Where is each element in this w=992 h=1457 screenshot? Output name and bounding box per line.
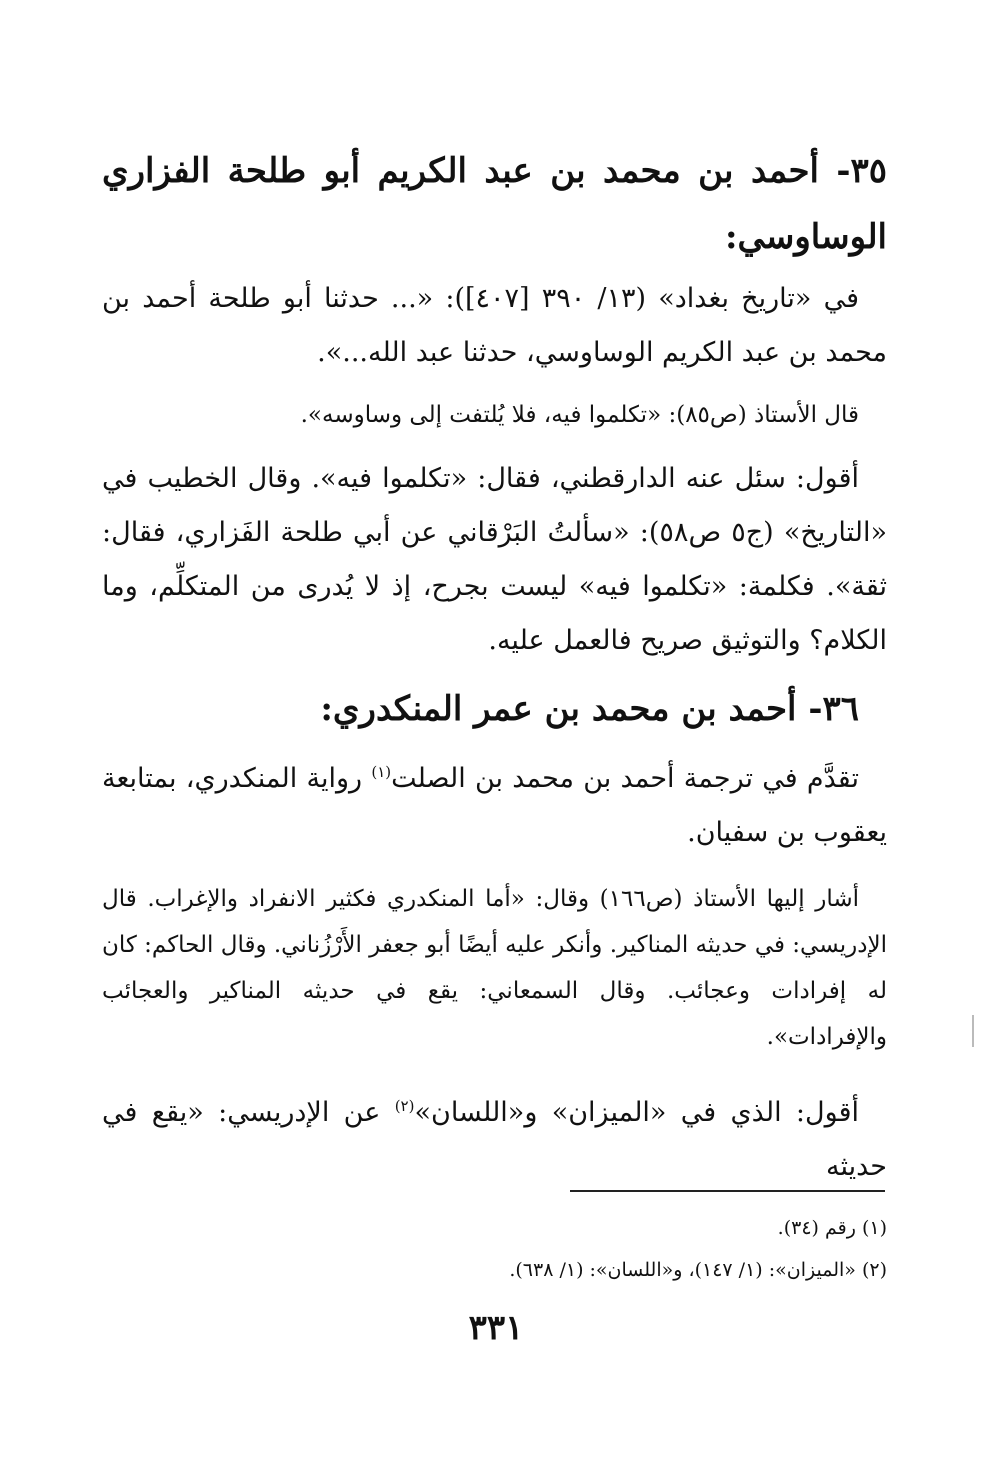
entry-36-paragraph-2 bbox=[102, 1086, 887, 1194]
footnote-1: (١) رقم (٣٤). bbox=[777, 1217, 887, 1239]
footnotes bbox=[102, 1207, 887, 1291]
entry-36-paragraph-1 bbox=[102, 752, 887, 860]
footnote-ref-1[interactable]: (١) bbox=[371, 763, 392, 781]
entry-35-heading: ٣٥- أحمد بن محمد بن عبد الكريم أبو طلحة الفزاري الوساوسي: bbox=[102, 151, 887, 257]
entry-36-paragraph-1-text: تقدَّم في ترجمة أحمد بن محمد بن الصلت bbox=[391, 763, 859, 794]
page-number: ٣٣١ bbox=[468, 1308, 524, 1348]
entry-36-paragraph-2-rest: عن الإدريسي: «يقع في حديثه bbox=[102, 1097, 887, 1182]
footnote-2: (٢) «الميزان»: (١/ ١٤٧)، و«اللسان»: (١/ ٦٣٨). bbox=[509, 1259, 887, 1281]
entry-36-heading: ٣٦- أحمد بن محمد بن عمر المنكدري: bbox=[320, 689, 859, 729]
footnote-ref-2[interactable]: (٢) bbox=[394, 1097, 415, 1115]
entry-35-ustadh-quote: قال الأستاذ (ص٨٥): «تكلموا فيه، فلا يُلتفت إلى وساوسه». bbox=[300, 402, 859, 428]
entry-36-paragraph-2-text: أقول: الذي في «الميزان» و«اللسان» bbox=[414, 1097, 859, 1128]
entry-35-paragraph-1: في «تاريخ بغداد» (١٣/ ٣٩٠ [٤٠٧]): «... حدثنا أبو طلحة أحمد بن محمد بن عبد الكريم الوساوسي، حدثنا عبد الله...». bbox=[102, 283, 887, 368]
entry-36-ustadh-quote: أشار إليها الأستاذ (ص١٦٦) وقال: «أما المنكدري فكثير الانفراد والإغراب. قال الإدريسي: في حديثه المناكير. وأنكر عليه أيضًا أبو جعفر الأَرْزُناني. وقال الحاكم: كان له إفرادات وعجائب. وقال السمعاني: يقع في حديثه المناكير والعجائب والإفرادات». bbox=[102, 886, 887, 1050]
footnote-separator bbox=[570, 1190, 885, 1192]
entry-35-paragraph-2: أقول: سئل عنه الدارقطني، فقال: «تكلموا فيه». وقال الخطيب في «التاريخ» (ج٥ ص٥٨): «سألتُ البَرْقاني عن أبي طلحة الفَزاري، فقال: ثقة». فكلمة: «تكلموا فيه» ليست بجرح، إذ لا يُدرى من المتكلِّم، وما الكلام؟ والتوثيق صريح فالعمل عليه. bbox=[102, 463, 887, 656]
entry-36-paragraph-1-rest: رواية المنكدري، بمتابعة يعقوب بن سفيان. bbox=[102, 763, 887, 848]
margin-mark bbox=[972, 1015, 974, 1047]
